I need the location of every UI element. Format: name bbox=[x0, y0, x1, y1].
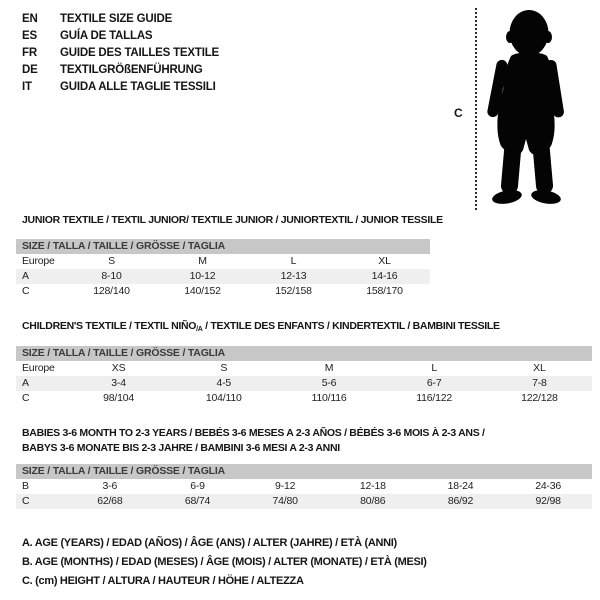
table-row-europe bbox=[16, 254, 430, 269]
table-row-europe bbox=[16, 361, 592, 376]
language-row-es bbox=[22, 28, 219, 45]
row-label: C bbox=[22, 495, 30, 507]
cell: 98/104 bbox=[103, 392, 135, 404]
junior-size-table bbox=[16, 239, 430, 299]
cell: 110/116 bbox=[311, 392, 347, 404]
size-header-bar: SIZE / TALLA / TAILLE / GRÖSSE / TAGLIA bbox=[16, 346, 592, 361]
babies-title-line1: BABIES 3-6 MONTH TO 2-3 YEARS / BEBÉS 3-6 MESES A 2-3 AÑOS / BÉBÉS 3-6 MOIS À 2-3 ANS / bbox=[22, 427, 485, 439]
language-title: TEXTILGRÖßENFÜHRUNG bbox=[60, 64, 203, 76]
size-header-bar: SIZE / TALLA / TAILLE / GRÖSSE / TAGLIA bbox=[16, 464, 592, 479]
language-title-list bbox=[22, 11, 219, 96]
language-title: TEXTILE SIZE GUIDE bbox=[60, 13, 173, 25]
height-figure bbox=[452, 8, 584, 214]
cell: S bbox=[220, 362, 228, 374]
cell: 3-4 bbox=[111, 377, 126, 389]
height-label-c: C bbox=[454, 106, 463, 120]
children-size-table bbox=[16, 346, 592, 406]
legend-line-c: C. (cm) HEIGHT / ALTURA / HAUTEUR / HÖHE / ALTEZZA bbox=[22, 575, 304, 587]
cell: 6-9 bbox=[190, 480, 205, 492]
cell: 116/122 bbox=[416, 392, 453, 404]
legend bbox=[22, 534, 427, 591]
cell: 3-6 bbox=[102, 480, 118, 492]
children-table-title bbox=[22, 320, 500, 333]
cell: M bbox=[324, 362, 334, 374]
cell: 18-24 bbox=[447, 480, 474, 492]
table-row-c bbox=[16, 284, 430, 299]
cell: 4-5 bbox=[216, 377, 232, 389]
cell: 14-16 bbox=[371, 270, 398, 282]
language-row-de bbox=[22, 62, 219, 79]
cell: M bbox=[198, 255, 207, 267]
baby-silhouette-icon bbox=[485, 10, 569, 208]
language-title: GUÍA DE TALLAS bbox=[60, 30, 153, 42]
title-part: CHILDREN'S TEXTILE / TEXTIL NIÑO bbox=[22, 320, 197, 332]
cell: 8-10 bbox=[101, 270, 122, 282]
language-code: ES bbox=[22, 30, 37, 42]
cell: 122/128 bbox=[521, 392, 558, 404]
cell: 68/74 bbox=[184, 495, 211, 507]
cell: 24-36 bbox=[535, 480, 562, 492]
cell: 5-6 bbox=[321, 377, 337, 389]
title-part: / TEXTILE DES ENFANTS / KINDERTEXTIL / BAMBINI TESSILE bbox=[202, 320, 500, 332]
cell: 12-13 bbox=[280, 270, 307, 282]
language-row-fr bbox=[22, 45, 219, 62]
junior-table-title: JUNIOR TEXTILE / TEXTIL JUNIOR/ TEXTILE JUNIOR / JUNIORTEXTIL / JUNIOR TESSILE bbox=[22, 214, 443, 226]
row-label: B bbox=[22, 480, 29, 492]
language-code: FR bbox=[22, 47, 37, 59]
title-part-subscript: /A bbox=[196, 326, 203, 333]
size-header-bar: SIZE / TALLA / TAILLE / GRÖSSE / TAGLIA bbox=[16, 239, 430, 254]
language-code: IT bbox=[22, 81, 32, 93]
babies-title-line2: BABYS 3-6 MONATE BIS 2-3 JAHRE / BAMBINI 3-6 MESI A 2-3 ANNI bbox=[22, 442, 340, 454]
table-row-a bbox=[16, 376, 592, 391]
table-row-a bbox=[16, 269, 430, 284]
cell: 62/68 bbox=[97, 495, 123, 507]
cell: 92/98 bbox=[535, 495, 561, 507]
language-title: GUIDE DES TAILLES TEXTILE bbox=[60, 47, 219, 59]
cell: 86/92 bbox=[447, 495, 474, 507]
cell: 7-8 bbox=[532, 377, 547, 389]
babies-size-table bbox=[16, 464, 592, 509]
row-label: Europe bbox=[22, 362, 55, 374]
table-row-c bbox=[16, 391, 592, 406]
cell: L bbox=[290, 255, 297, 267]
cell: 74/80 bbox=[272, 495, 298, 507]
cell: 152/158 bbox=[275, 285, 312, 297]
cell: 128/140 bbox=[93, 285, 130, 297]
cell: XL bbox=[533, 362, 546, 374]
row-label: C bbox=[22, 285, 30, 297]
cell: S bbox=[108, 255, 115, 267]
cell: 104/110 bbox=[205, 392, 242, 404]
row-label: Europe bbox=[22, 255, 55, 267]
cell: 140/152 bbox=[184, 285, 221, 297]
babies-table-title bbox=[22, 426, 485, 456]
cell: XS bbox=[111, 362, 126, 374]
language-row-en bbox=[22, 11, 219, 28]
language-code: DE bbox=[22, 64, 38, 76]
cell: 10-12 bbox=[189, 270, 216, 282]
cell: 9-12 bbox=[275, 480, 296, 492]
language-title: GUIDA ALLE TAGLIE TESSILI bbox=[60, 81, 216, 93]
cell: 80/86 bbox=[360, 495, 386, 507]
height-dotted-line bbox=[475, 8, 477, 210]
legend-line-b: B. AGE (MONTHS) / EDAD (MESES) / ÂGE (MOIS) / ALTER (MONATE) / ETÀ (MESI) bbox=[22, 556, 427, 568]
cell: 6-7 bbox=[426, 377, 442, 389]
cell: L bbox=[431, 362, 438, 374]
language-row-it bbox=[22, 79, 219, 96]
row-label: A bbox=[22, 377, 29, 389]
table-row-b bbox=[16, 479, 592, 494]
cell: 158/170 bbox=[366, 285, 403, 297]
language-code: EN bbox=[22, 13, 38, 25]
table-row-c bbox=[16, 494, 592, 509]
legend-line-a: A. AGE (YEARS) / EDAD (AÑOS) / ÂGE (ANS) / ALTER (JAHRE) / ETÀ (ANNI) bbox=[22, 537, 397, 549]
row-label: A bbox=[22, 270, 29, 282]
row-label: C bbox=[22, 392, 30, 404]
cell: XL bbox=[378, 255, 391, 267]
cell: 12-18 bbox=[359, 480, 386, 492]
